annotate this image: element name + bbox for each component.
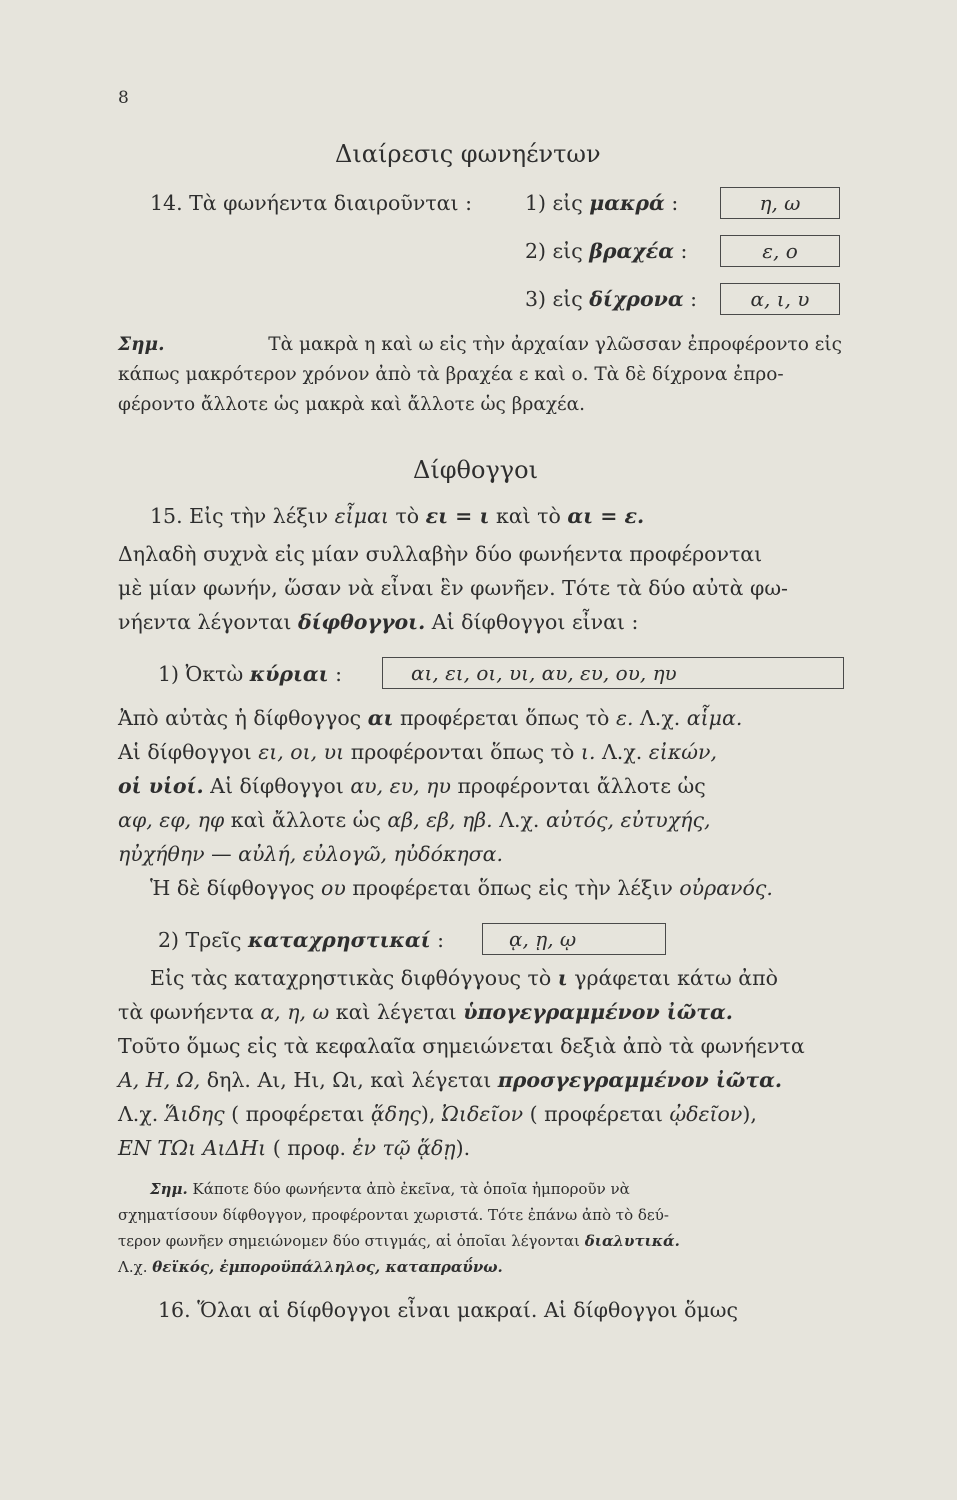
- letters: ει, οι, υι: [258, 740, 345, 764]
- text: τερον φωνῆεν σημειώνομεν δύο στιγμάς, αἱ ὁποῖαι λέγονται: [118, 1232, 580, 1250]
- note-line: [118, 334, 842, 364]
- example-word: Ὠιδεῖον: [441, 1102, 524, 1126]
- section-heading-vowel-division: Διαίρεσις φωνηέντων: [335, 140, 601, 168]
- note-label: Σημ.: [118, 334, 165, 355]
- vowel-row-term: βραχέα: [589, 239, 674, 263]
- improper-line3: Τοῦτο ὅμως εἰς τὰ κεφαλαῖα σημειώνεται δεξιὰ ἀπὸ τὰ φωνήεντα: [118, 1034, 805, 1058]
- text: τὰ φωνήεντα: [118, 1000, 254, 1024]
- proper-diphthongs-box: αι, ει, οι, υι, αυ, ευ, ου, ηυ: [382, 657, 844, 689]
- letters: αφ, εφ, ηφ: [118, 808, 225, 832]
- improper-diphthongs-box: ᾳ, ῃ, ῳ: [482, 923, 666, 955]
- example-word: αὐτός, εὐτυχής,: [545, 808, 711, 832]
- text: καὶ ἄλλοτε ὡς: [230, 808, 381, 832]
- text: καὶ τὸ: [495, 504, 561, 528]
- text: προφέρεται ὅπως τὸ: [399, 706, 610, 730]
- text: προφέρονται ἄλλοτε ὡς: [457, 774, 706, 798]
- vowel-row-term: δίχρονα: [589, 287, 684, 311]
- section-heading-diphthongs: Δίφθογγοι: [413, 456, 538, 484]
- para-16: 16. Ὅλαι αἱ δίφθογγοι εἶναι μακραί. Αἱ δίφθογγοι ὅμως: [158, 1298, 738, 1322]
- vowel-row-dichrona: [525, 287, 697, 311]
- text: ( προφέρεται: [529, 1102, 663, 1126]
- text: Αἱ δίφθογγοι εἶναι :: [431, 610, 639, 634]
- vowel-row-label: 1) εἰς: [525, 191, 583, 215]
- letters: ε.: [615, 706, 634, 730]
- para-15-line3: μὲ μίαν φωνήν, ὥσαν νὰ εἶναι ἓν φωνῆεν. Τότε τὰ δύο αὐτὰ φω-: [118, 576, 788, 600]
- example-word: εἶμαι: [334, 504, 389, 528]
- para-15-line4: [118, 610, 638, 634]
- vowel-row-label: 2) εἰς: [525, 239, 583, 263]
- vowel-box-dichrona: α, ι, υ: [720, 283, 840, 315]
- text: Ἡ δὲ δίφθογγος: [150, 876, 315, 900]
- vowel-row-short: [525, 239, 687, 263]
- vowel-row-colon: :: [690, 287, 698, 311]
- text: :: [437, 928, 445, 952]
- note-line: φέροντο ἄλλοτε ὡς μακρὰ καὶ ἄλλοτε ὡς βραχέα.: [118, 394, 586, 415]
- vowel-box-short: ε, ο: [720, 235, 840, 267]
- vowel-row-long: [525, 191, 678, 215]
- text: —: [211, 842, 232, 866]
- page-number: 8: [118, 88, 129, 108]
- text: ( προφ.: [272, 1136, 347, 1160]
- note2-line3: [118, 1232, 680, 1250]
- improper-line4: [118, 1068, 782, 1092]
- letters: ι: [557, 966, 568, 990]
- text: νήεντα λέγονται: [118, 610, 292, 634]
- equation-ei: ει = ι: [425, 504, 490, 528]
- example-word: ᾠδεῖον: [669, 1102, 743, 1126]
- text: Λ.χ.: [118, 1258, 148, 1276]
- example-word: οἱ υἱοί.: [118, 774, 204, 798]
- para-15-line1: [150, 504, 644, 528]
- para-14-lead: 14. Τὰ φωνήεντα διαιροῦνται :: [150, 191, 472, 215]
- term: κύριαι: [249, 662, 329, 686]
- proper-line2: [118, 740, 717, 764]
- example-word: θεϊκός, ἐμποροϋπάλληλος, καταπραΰνω.: [152, 1258, 503, 1276]
- improper-line2: [118, 1000, 733, 1024]
- text: τὸ: [395, 504, 420, 528]
- note-text: Τὰ μακρὰ η καὶ ω εἰς τὴν ἀρχαίαν γλῶσσαν ἐπροφέροντο εἰς: [268, 334, 842, 355]
- text: Αἱ δίφθογγοι: [118, 740, 252, 764]
- text: ).: [455, 1136, 471, 1160]
- text: Κάποτε δύο φωνήεντα ἀπὸ ἐκεῖνα, τὰ ὁποῖα ἠμποροῦν νὰ: [192, 1180, 630, 1198]
- text: Αἱ δίφθογγοι: [210, 774, 344, 798]
- improper-line1: [150, 966, 778, 990]
- letters: Α, Η, Ω,: [118, 1068, 201, 1092]
- term: ὑπογεγραμμένον ἰῶτα.: [463, 1000, 733, 1024]
- example-word: οὐρανός.: [679, 876, 773, 900]
- example-word: Ἅιδης: [164, 1102, 225, 1126]
- example-word: αὐλή, εὐλογῶ, ηὐδόκησα.: [238, 842, 504, 866]
- text: Λ.χ.: [499, 808, 540, 832]
- equation-ai: αι = ε.: [567, 504, 645, 528]
- text: ),: [742, 1102, 757, 1126]
- term: δίφθογγοι.: [297, 610, 426, 634]
- para-15-line2: Δηλαδὴ συχνὰ εἰς μίαν συλλαβὴν δύο φωνήεντα προφέρονται: [118, 542, 763, 566]
- text: καὶ λέγεται: [335, 1000, 457, 1024]
- text: Ἀπὸ αὐτὰς ἡ δίφθογγος: [118, 706, 362, 730]
- vowel-row-colon: :: [680, 239, 688, 263]
- vowel-box-long: η, ω: [720, 187, 840, 219]
- term: προσγεγραμμένον ἰῶτα.: [497, 1068, 783, 1092]
- example-word: ηὐχήθην: [118, 842, 205, 866]
- improper-line5: [118, 1102, 757, 1126]
- note-line: κάπως μακρότερον χρόνον ἀπὸ τὰ βραχέα ε καὶ ο. Τὰ δὲ δίχρονα ἐπρο-: [118, 364, 784, 385]
- proper-line1: [118, 706, 742, 730]
- text: ( προφέρεται: [231, 1102, 365, 1126]
- text: δηλ. Αι, Ηι, Ωι, καὶ λέγεται: [206, 1068, 492, 1092]
- example-word: ΕΝ ΤΩι ΑιΔΗι: [118, 1136, 267, 1160]
- example-word: ᾅδης: [370, 1102, 421, 1126]
- improper-diphthongs-label: [158, 928, 444, 952]
- letters: αυ, ευ, ηυ: [350, 774, 451, 798]
- proper-line3: [118, 774, 706, 798]
- text: 1) Ὀκτὼ: [158, 662, 244, 686]
- vowel-row-term: μακρά: [589, 191, 665, 215]
- letters: αι: [367, 706, 394, 730]
- text: Εἰς τὰς καταχρηστικὰς διφθόγγους τὸ: [150, 966, 552, 990]
- text: προφέρεται ὅπως εἰς τὴν λέξιν: [352, 876, 673, 900]
- letters: ου: [321, 876, 346, 900]
- text: Λ.χ.: [640, 706, 681, 730]
- proper-diphthongs-label: [158, 662, 342, 686]
- text: Λ.χ.: [602, 740, 643, 764]
- text: προφέρονται ὅπως τὸ: [350, 740, 575, 764]
- note-label: Σημ.: [150, 1180, 188, 1198]
- proper-line4: [118, 808, 710, 832]
- note2-line2: σχηματίσουν δίφθογγον, προφέρονται χωριστά. Τότε ἐπάνω ἀπὸ τὸ δεύ-: [118, 1206, 669, 1224]
- proper-line5: [118, 842, 503, 866]
- note2-line1: [150, 1180, 630, 1198]
- proper-line6: [150, 876, 773, 900]
- text: :: [335, 662, 343, 686]
- example-word: ἐν τῷ ᾅδῃ: [352, 1136, 456, 1160]
- example-word: εἰκών,: [648, 740, 717, 764]
- text: 15. Εἰς τὴν λέξιν: [150, 504, 329, 528]
- letters: ι.: [580, 740, 596, 764]
- term: διαλυτικά.: [584, 1232, 680, 1250]
- note-block: [118, 334, 842, 424]
- text: Λ.χ.: [118, 1102, 159, 1126]
- note2-line4: [118, 1258, 503, 1276]
- text: γράφεται κάτω ἀπὸ: [574, 966, 778, 990]
- term: καταχρηστικαί: [247, 928, 431, 952]
- letters: αβ, εβ, ηβ.: [387, 808, 493, 832]
- vowel-row-label: 3) εἰς: [525, 287, 583, 311]
- improper-line6: [118, 1136, 470, 1160]
- vowel-row-colon: :: [671, 191, 679, 215]
- example-word: αἷμα.: [686, 706, 743, 730]
- text: ),: [420, 1102, 436, 1126]
- text: 2) Τρεῖς: [158, 928, 242, 952]
- letters: α, η, ω: [260, 1000, 330, 1024]
